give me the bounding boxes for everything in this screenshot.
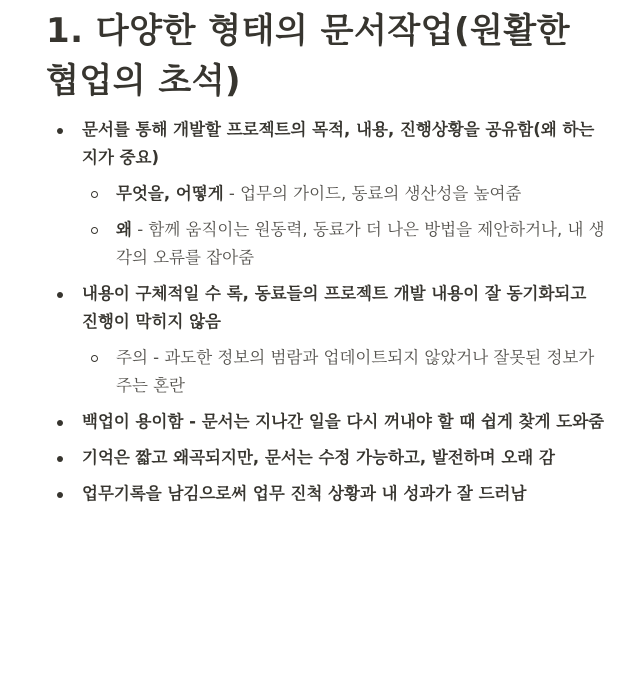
list-item [46, 444, 606, 472]
list-item [46, 116, 606, 272]
bullet-circle-icon [91, 191, 98, 198]
sub-bullet-list [82, 180, 606, 272]
bullet-dot-icon [57, 128, 63, 134]
list-item [46, 480, 606, 508]
bullet-list [46, 116, 606, 508]
sub-list-item [82, 216, 606, 272]
bullet-dot-icon [57, 292, 63, 298]
bullet-dot-icon [57, 492, 63, 498]
sub-list-item [82, 344, 606, 400]
sub-bullet-list [82, 344, 606, 400]
list-item [46, 408, 606, 436]
list-item-text: 문서를 통해 개발할 프로젝트의 목적, 내용, 진행상황을 공유함(왜 하는지가 중요) [82, 120, 595, 167]
list-item [46, 280, 606, 400]
sub-item-description: 주의 - 과도한 정보의 범람과 업데이트되지 않았거나 잘못된 정보가 주는 혼란 [116, 348, 595, 395]
bullet-circle-icon [91, 227, 98, 234]
list-item-text: 기억은 짧고 왜곡되지만, 문서는 수정 가능하고, 발전하며 오래 감 [82, 448, 555, 467]
page-heading: 1. 다양한 형태의 문서작업(원활한 협업의 초석) [46, 11, 571, 101]
list-item-text: 백업이 용이함 - 문서는 지나간 일을 다시 꺼내야 할 때 쉽게 찾게 도와줌 [82, 412, 605, 431]
sub-list-item [82, 180, 606, 208]
bullet-dot-icon [57, 456, 63, 462]
sub-item-keyword: 왜 [116, 220, 132, 239]
list-item-text: 업무기록을 남김으로써 업무 진척 상황과 내 성과가 잘 드러남 [82, 484, 527, 503]
sub-list-item-text [116, 180, 606, 208]
sub-item-description: - 업무의 가이드, 동료의 생산성을 높여줌 [223, 184, 522, 203]
sub-list-item-text [116, 344, 606, 400]
sub-item-keyword: 무엇을, 어떻게 [116, 184, 224, 203]
bullet-circle-icon [91, 355, 98, 362]
sub-item-description: - 함께 움직이는 원동력, 동료가 더 나은 방법을 제안하거나, 내 생각의 오류를 잡아줌 [116, 220, 605, 267]
bullet-dot-icon [57, 420, 63, 426]
list-item-text: 내용이 구체적일 수 록, 동료들의 프로젝트 개발 내용이 잘 동기화되고 진행이 막히지 않음 [82, 284, 587, 331]
sub-list-item-text [116, 216, 606, 272]
